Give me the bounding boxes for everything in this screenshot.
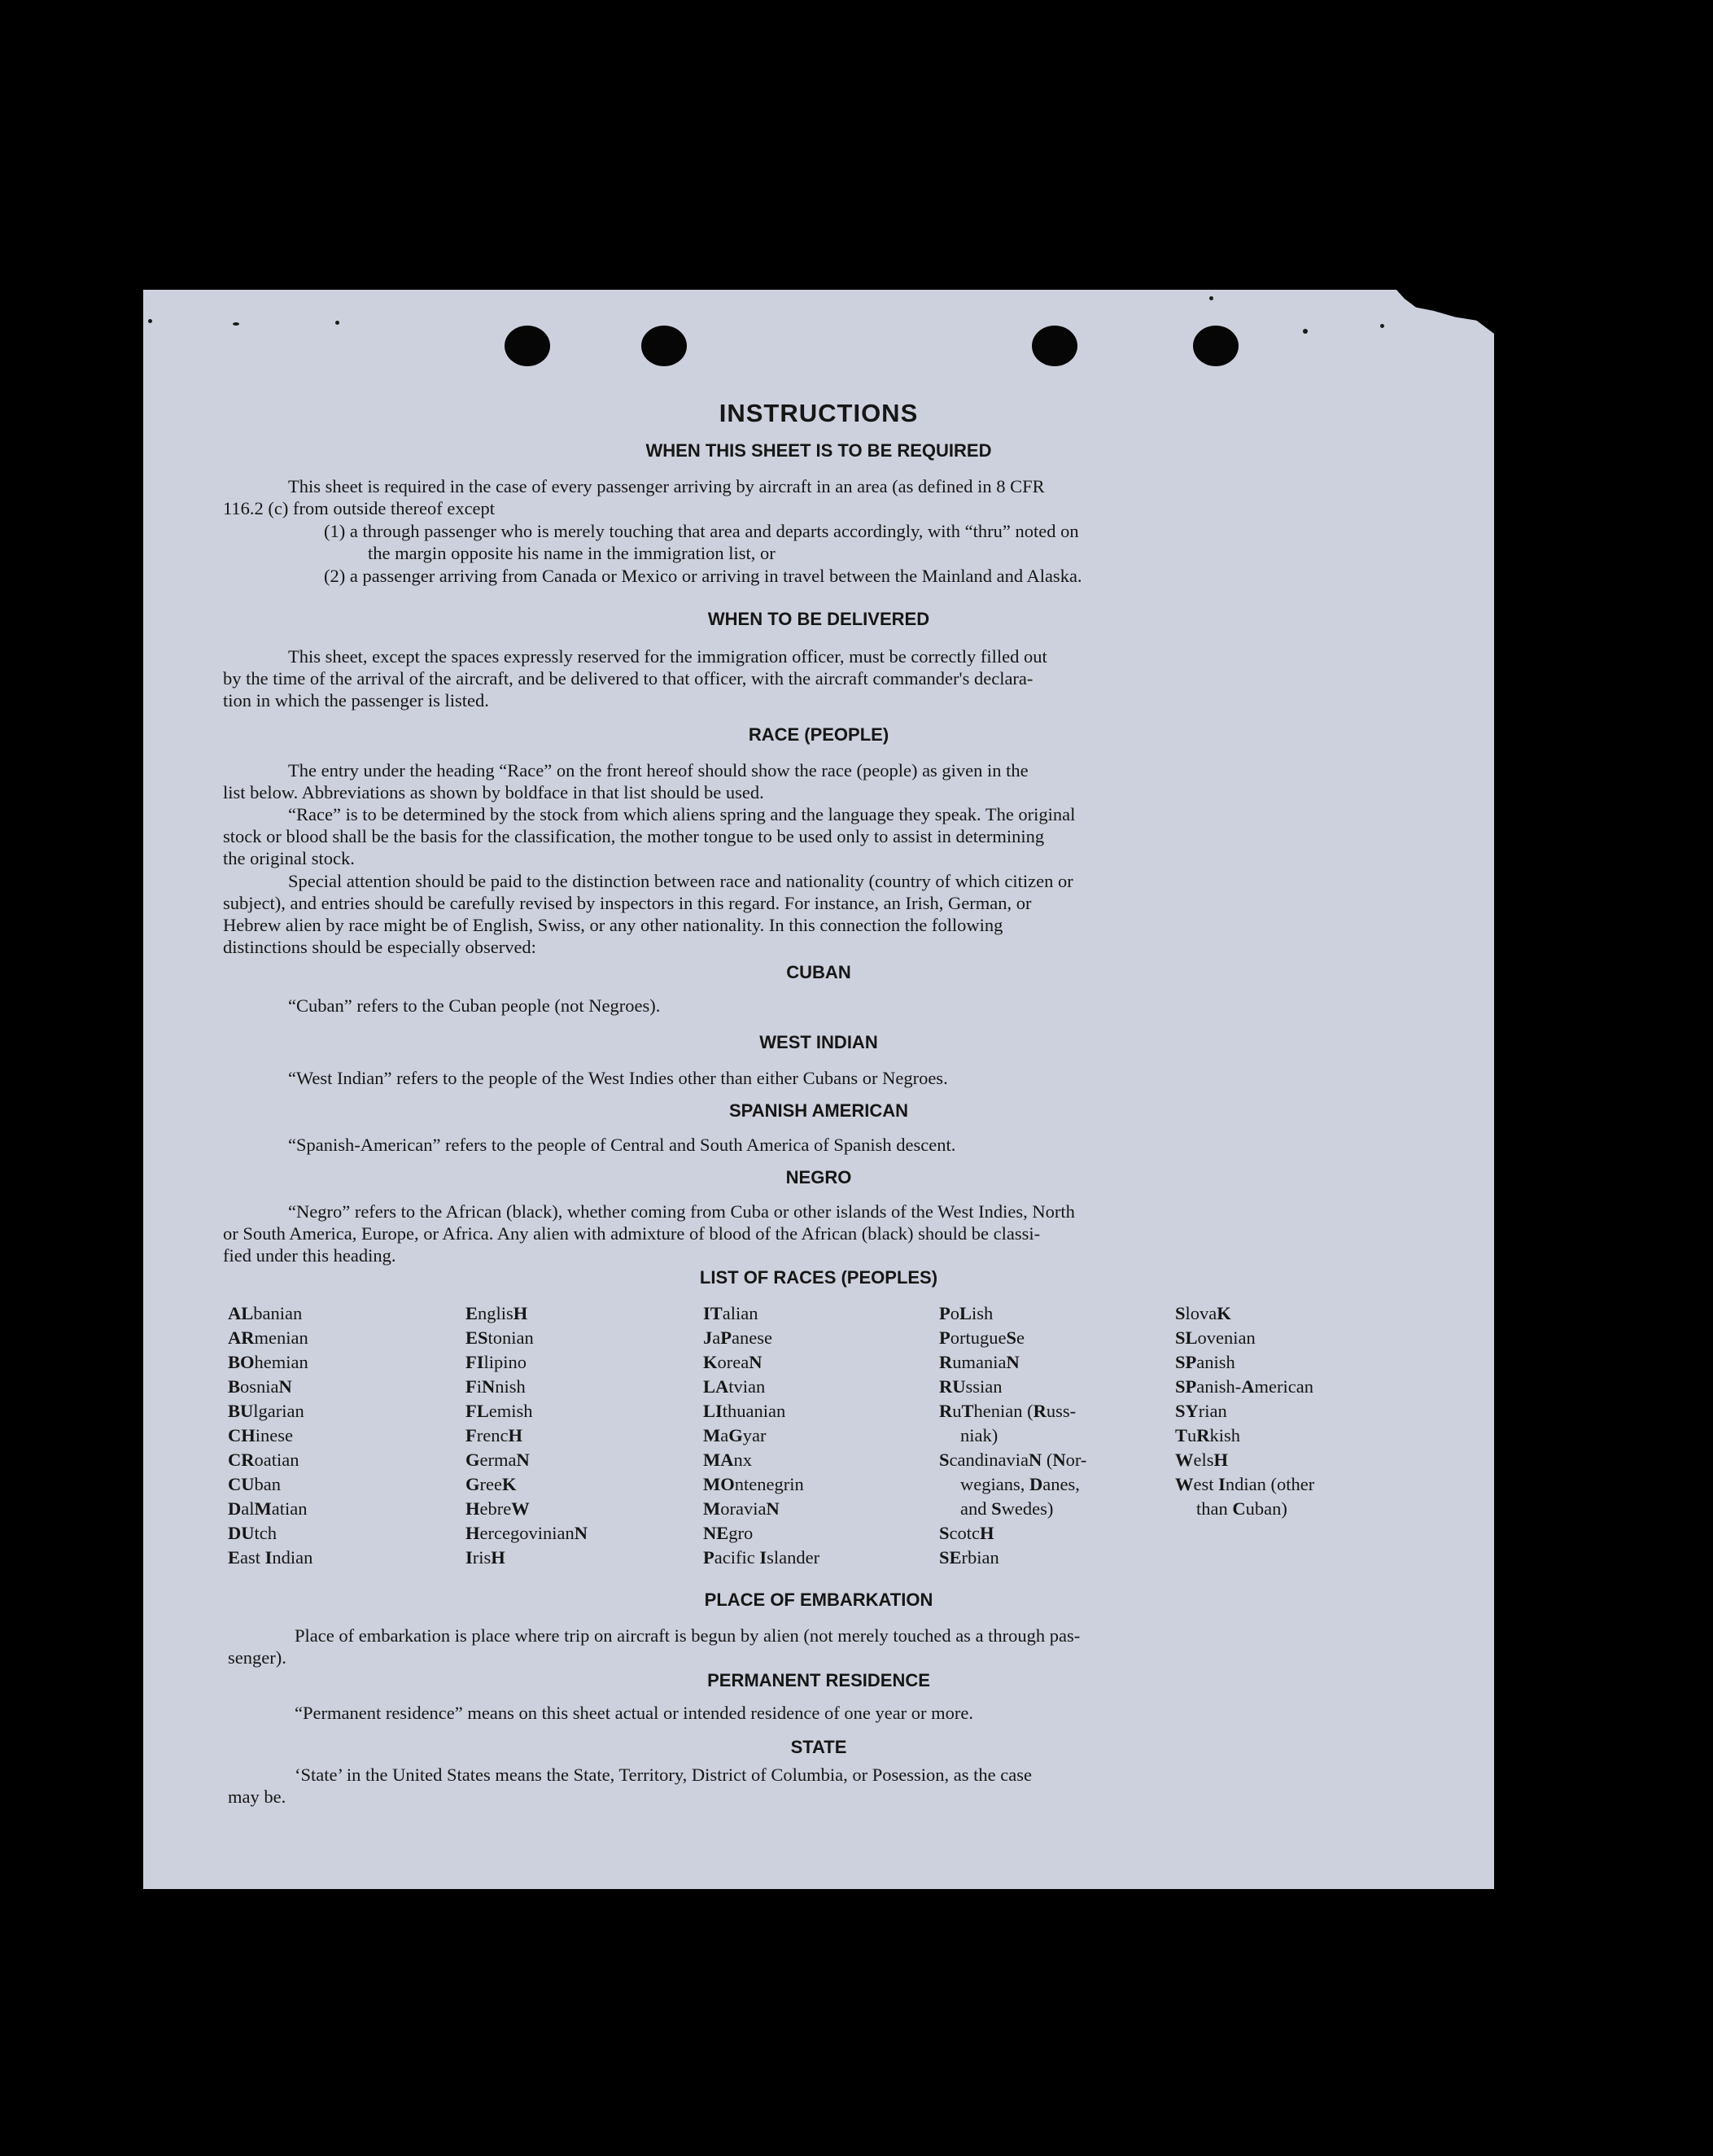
heading-when-required: WHEN THIS SHEET IS TO BE REQUIRED	[645, 440, 992, 461]
ink-speck	[1303, 329, 1308, 334]
race-entry: RUssian	[939, 1376, 1003, 1397]
races-column-1	[228, 1301, 312, 1570]
text-line: by the time of the arrival of the aircraft, and be delivered to that officer, with the aircraft commander's declara-	[223, 668, 1033, 689]
text-line: (2) a passenger arriving from Canada or Mexico or arriving in travel between the Mainland and Alaska.	[324, 566, 1082, 586]
race-entry: SYrian	[1175, 1401, 1227, 1421]
race-entry: DUtch	[228, 1523, 277, 1543]
race-entry: CHinese	[228, 1425, 293, 1445]
text-line: “Spanish-American” refers to the people of Central and South America of Spanish descent.	[288, 1135, 956, 1155]
punch-hole	[505, 326, 550, 366]
race-entry: MoraviaN	[703, 1498, 780, 1519]
race-entry: West Indian (other	[1175, 1474, 1315, 1494]
text-line: or South America, Europe, or Africa. Any alien with admixture of blood of the African (black) should be classi-	[223, 1223, 1041, 1244]
text-line: 116.2 (c) from outside thereof except	[223, 498, 496, 518]
text-line: This sheet is required in the case of every passenger arriving by aircraft in an area (as defined in 8 CFR	[288, 476, 1045, 496]
race-entry: SLovenian	[1175, 1327, 1256, 1348]
text-line: distinctions should be especially observed:	[223, 937, 536, 957]
heading-west-indian: WEST INDIAN	[759, 1032, 878, 1052]
race-entry: Pacific Islander	[703, 1547, 820, 1568]
text-line: “Permanent residence” means on this sheet actual or intended residence of one year or more.	[295, 1703, 974, 1723]
race-entry: GermaN	[465, 1450, 530, 1470]
text-line: list below. Abbreviations as shown by boldface in that list should be used.	[223, 782, 764, 802]
race-entry: IrisH	[465, 1547, 505, 1568]
race-entry: WelsH	[1175, 1450, 1229, 1470]
races-column-5	[1175, 1301, 1314, 1521]
race-entry: CUban	[228, 1474, 281, 1494]
text-line: stock or blood shall be the basis for the classification, the mother tongue to be used only to assist in determining	[223, 826, 1045, 846]
race-entry: EnglisH	[465, 1303, 528, 1323]
race-entry: FLemish	[465, 1401, 533, 1421]
race-entry: PortugueSe	[939, 1327, 1025, 1348]
punch-hole	[1032, 326, 1077, 366]
race-entry-continuation: niak)	[960, 1425, 999, 1445]
heading-list-of-races: LIST OF RACES (PEOPLES)	[699, 1267, 938, 1288]
race-entry: ScotcH	[939, 1523, 994, 1543]
text-line: Special attention should be paid to the distinction between race and nationality (country of which citizen or	[288, 871, 1073, 891]
torn-corner	[1396, 290, 1494, 334]
race-entry-continuation: wegians, Danes,	[960, 1474, 1080, 1494]
heading-permanent-residence: PERMANENT RESIDENCE	[707, 1670, 930, 1690]
races-column-2	[465, 1301, 588, 1570]
race-entry: ScandinaviaN (Nor-	[939, 1450, 1087, 1470]
text-line: This sheet, except the spaces expressly reserved for the immigration officer, must be correctly filled out	[288, 646, 1047, 667]
race-entry: SErbian	[939, 1547, 999, 1568]
heading-state: STATE	[790, 1737, 847, 1757]
ink-speck	[233, 322, 239, 326]
race-entry: ALbanian	[228, 1303, 303, 1323]
race-entry: MaGyar	[703, 1425, 767, 1445]
text-line: Place of embarkation is place where trip on aircraft is begun by alien (not merely touched as a through pas-	[295, 1625, 1081, 1646]
race-entry: ARmenian	[228, 1327, 308, 1348]
race-entry: EStonian	[465, 1327, 534, 1348]
punch-hole	[641, 326, 687, 366]
race-entry: RuThenian (Russ-	[939, 1401, 1077, 1421]
text-line: senger).	[228, 1647, 286, 1668]
heading-negro: NEGRO	[785, 1167, 852, 1187]
text-line: “Cuban” refers to the Cuban people (not Negroes).	[288, 995, 661, 1016]
heading-race: RACE (PEOPLE)	[748, 724, 889, 745]
race-entry: KoreaN	[703, 1352, 763, 1372]
heading-when-delivered: WHEN TO BE DELIVERED	[707, 609, 930, 629]
race-entry: TuRkish	[1175, 1425, 1241, 1445]
race-entry: East Indian	[228, 1547, 313, 1568]
text-line: fied under this heading.	[223, 1245, 396, 1266]
race-entry: ITalian	[703, 1303, 758, 1323]
race-entry: HebreW	[465, 1498, 530, 1519]
race-entry: SPanish	[1175, 1352, 1235, 1372]
races-column-4	[939, 1301, 1086, 1570]
heading-spanish-american: SPANISH AMERICAN	[728, 1100, 908, 1121]
ink-speck	[1380, 324, 1384, 328]
race-entry: DalMatian	[228, 1498, 308, 1519]
race-entry: BosniaN	[228, 1376, 292, 1397]
race-entry-continuation: than Cuban)	[1196, 1498, 1287, 1519]
text-line: “West Indian” refers to the people of the West Indies other than either Cubans or Negroes.	[288, 1068, 948, 1088]
race-entry: MOntenegrin	[703, 1474, 804, 1494]
race-entry: BUlgarian	[228, 1401, 304, 1421]
race-entry: FiNnish	[465, 1376, 526, 1397]
race-entry: LIthuanian	[703, 1401, 786, 1421]
text-line: may be.	[228, 1786, 286, 1807]
ink-speck	[1209, 296, 1213, 300]
page-title: INSTRUCTIONS	[719, 399, 919, 427]
race-entry: LAtvian	[703, 1376, 766, 1397]
text-line: the margin opposite his name in the immigration list, or	[368, 543, 776, 563]
race-entry: FrencH	[465, 1425, 522, 1445]
text-line: The entry under the heading “Race” on the front hereof should show the race (people) as given in the	[288, 760, 1029, 781]
race-entry: SlovaK	[1175, 1303, 1231, 1323]
races-column-3	[703, 1301, 819, 1570]
ink-speck	[335, 321, 339, 325]
text-line: (1) a through passenger who is merely touching that area and departs accordingly, with “thru” noted on	[324, 521, 1079, 541]
race-entry: CRoatian	[228, 1450, 299, 1470]
race-entry-continuation: and Swedes)	[960, 1498, 1054, 1519]
race-entry: JaPanese	[703, 1327, 772, 1348]
text-line: “Race” is to be determined by the stock from which aliens spring and the language they speak. The original	[288, 804, 1076, 824]
race-entry: FIlipino	[465, 1352, 527, 1372]
heading-cuban: CUBAN	[786, 962, 851, 982]
race-entry: RumaniaN	[939, 1352, 1020, 1372]
punch-hole	[1193, 326, 1239, 366]
text-line: Hebrew alien by race might be of English, Swiss, or any other nationality. In this connection the following	[223, 915, 1003, 935]
text-line: subject), and entries should be carefully revised by inspectors in this regard. For instance, an Irish, German, or	[223, 893, 1032, 913]
race-entry: GreeK	[465, 1474, 517, 1494]
instruction-sheet	[143, 290, 1494, 1889]
race-entry: HercegovinianN	[465, 1523, 588, 1543]
race-entry: SPanish-American	[1175, 1376, 1313, 1397]
text-line: the original stock.	[223, 848, 355, 868]
ink-speck	[148, 319, 152, 323]
heading-place-of-embarkation: PLACE OF EMBARKATION	[704, 1590, 933, 1610]
text-line: tion in which the passenger is listed.	[223, 690, 489, 711]
race-entry: NEgro	[703, 1523, 754, 1543]
race-entry: BOhemian	[228, 1352, 308, 1372]
text-line: ‘State’ in the United States means the State, Territory, District of Columbia, or Posession, as the case	[295, 1765, 1032, 1785]
race-entry: MAnx	[703, 1450, 752, 1470]
race-entry: PoLish	[939, 1303, 994, 1323]
text-line: “Negro” refers to the African (black), whether coming from Cuba or other islands of the West Indies, North	[288, 1201, 1075, 1222]
